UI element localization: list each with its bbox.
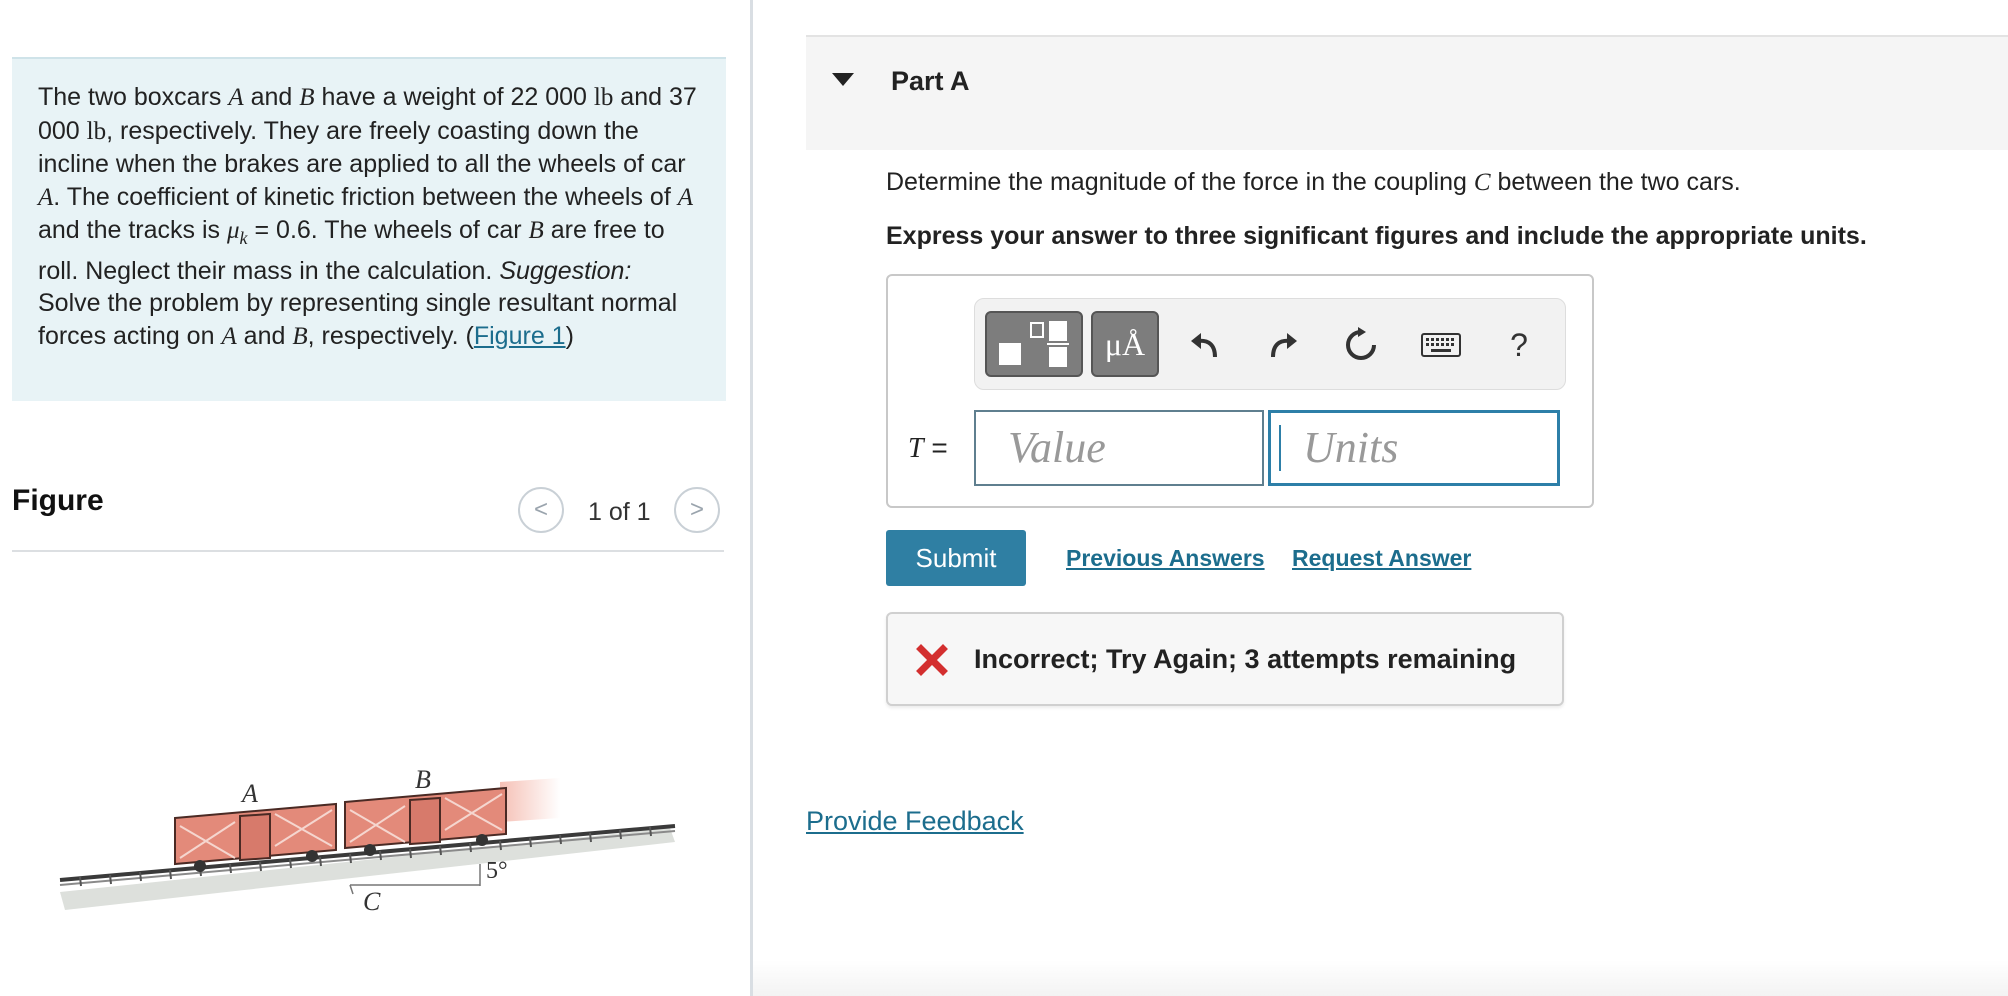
question-text: Determine the magnitude of the force in the coupling C between the two cars.: [886, 168, 1741, 196]
boxcar-b: [345, 788, 506, 856]
label-c: C: [363, 887, 381, 916]
figure-pager-count: 1 of 1: [588, 498, 651, 526]
answer-instruction: Express your answer to three significant figures and include the appropriate units.: [886, 222, 1867, 250]
left-panel: [0, 0, 750, 996]
redo-icon[interactable]: [1263, 323, 1303, 367]
previous-figure-button[interactable]: [518, 487, 564, 533]
caret-down-icon[interactable]: [832, 73, 854, 86]
templates-button[interactable]: [985, 311, 1083, 377]
feedback-message: Incorrect; Try Again; 3 attempts remaining: [974, 644, 1517, 674]
value-input[interactable]: Value: [974, 410, 1264, 486]
previous-answers-link[interactable]: Previous Answers: [1066, 545, 1265, 571]
units-input[interactable]: [1268, 410, 1560, 486]
provide-feedback-link[interactable]: Provide Feedback: [806, 806, 1024, 836]
chevron-left-icon: <: [533, 496, 548, 523]
submit-button[interactable]: Submit: [886, 530, 1026, 586]
keyboard-icon[interactable]: [1421, 323, 1461, 367]
next-figure-button[interactable]: [674, 487, 720, 533]
feedback-box: [886, 612, 1564, 706]
label-a: A: [242, 779, 258, 808]
request-answer-link[interactable]: Request Answer: [1292, 545, 1472, 571]
figure-divider: [12, 550, 724, 552]
math-toolbar: [974, 298, 1566, 390]
incorrect-x-icon: [916, 644, 948, 676]
undo-icon[interactable]: [1185, 323, 1225, 367]
answer-variable-label: T =: [908, 432, 948, 464]
figure-link[interactable]: Figure 1: [473, 321, 566, 350]
problem-statement: The two boxcars A and B have a weight of 22 000 lb and 37 000 lb, respectively. They are freely coasting down the incline when the brakes are applied to all the wheels of car A. The coefficient of kinetic friction between the wheels of A and the tracks is $\mu_k = 0.6$. The wheels of car B are free to roll. Neglect their mass in the calculation. Suggestion: Solve the problem by representing single resultant normal forces acting on A and B, respectively. (Figure 1): [12, 57, 726, 401]
help-button[interactable]: ?: [1510, 326, 1528, 363]
boxcar-figure: [50, 760, 690, 920]
part-title: Part A: [891, 66, 970, 96]
bottom-fade: [753, 960, 2008, 996]
figure-title: Figure: [12, 484, 104, 517]
units-button[interactable]: μÅ: [1091, 311, 1159, 377]
panel-divider: [750, 0, 753, 996]
units-placeholder: Units: [1303, 423, 1399, 472]
answer-box: [886, 274, 1594, 508]
templates-icon: [987, 313, 1081, 375]
part-a-header[interactable]: [806, 35, 2008, 150]
reset-icon[interactable]: [1341, 323, 1381, 367]
text-caret: [1279, 425, 1281, 471]
label-angle: 5°: [486, 858, 508, 884]
chevron-right-icon: >: [689, 496, 704, 523]
label-b: B: [415, 765, 431, 794]
